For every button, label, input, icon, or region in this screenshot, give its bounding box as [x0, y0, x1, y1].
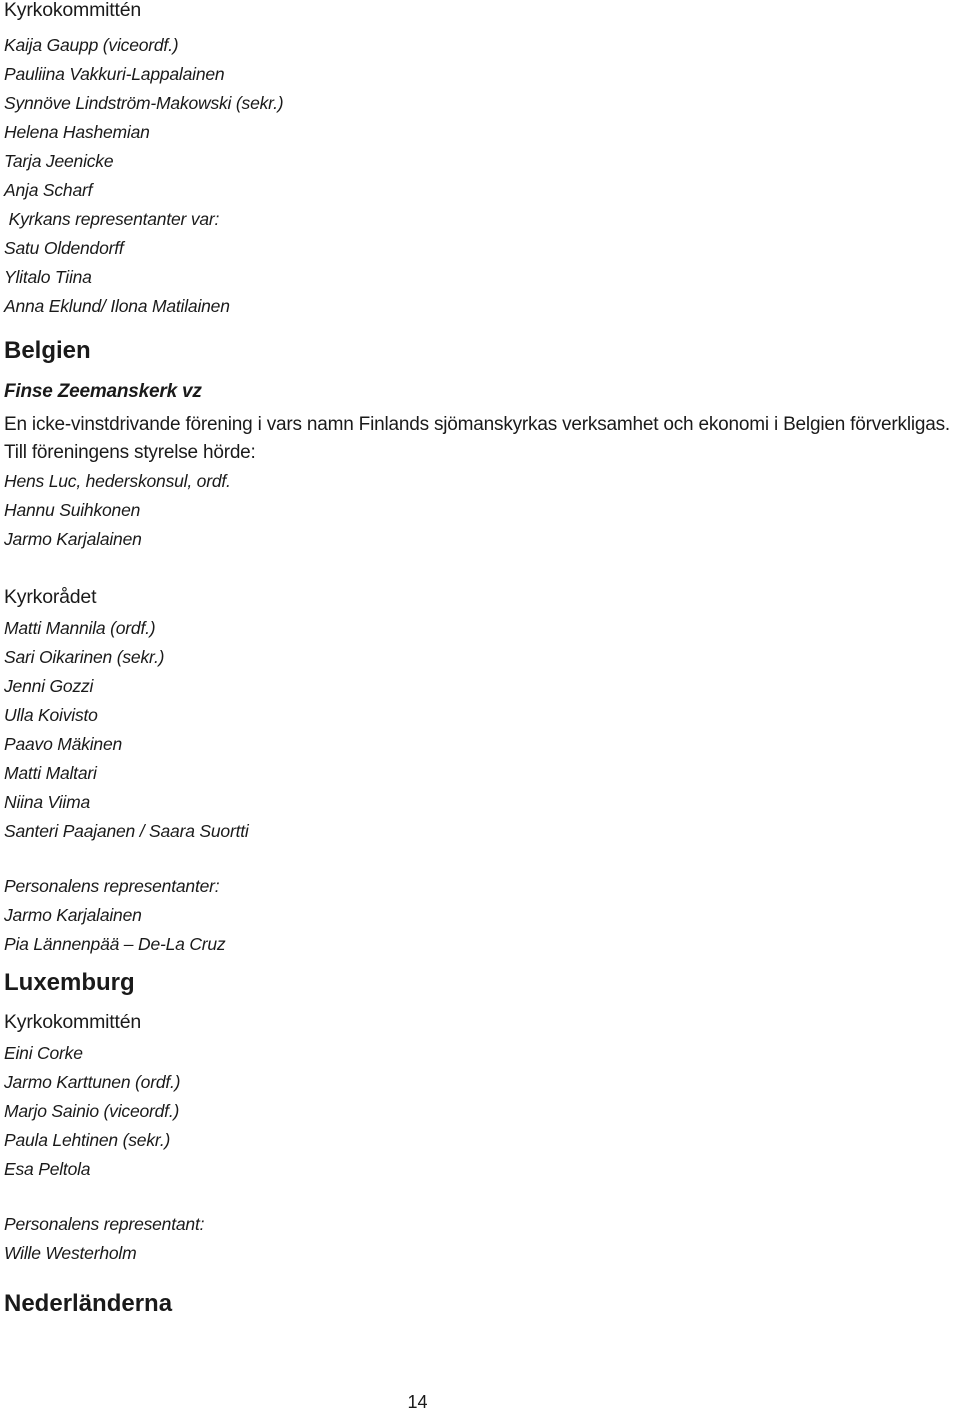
committee-member: Jarmo Karttunen (ordf.)	[4, 1072, 181, 1092]
representatives-label: Kyrkans representanter var:	[4, 209, 220, 229]
country-heading-nederlanderna: Nederländerna	[4, 1290, 173, 1317]
member-line: Helena Hashemian	[4, 122, 150, 142]
board-member: Jarmo Karjalainen	[4, 529, 142, 549]
member-line: Pauliina Vakkuri-Lappalainen	[4, 64, 225, 84]
committee-member: Paula Lehtinen (sekr.)	[4, 1130, 171, 1150]
council-member: Paavo Mäkinen	[4, 734, 123, 754]
committee-member: Marjo Sainio (viceordf.)	[4, 1101, 180, 1121]
country-heading-belgien: Belgien	[4, 337, 91, 364]
spacer	[4, 1184, 960, 1210]
council-member: Santeri Paajanen / Saara Suortti	[4, 821, 249, 841]
council-member: Matti Mannila (ordf.)	[4, 618, 156, 638]
member-line: Tarja Jeenicke	[4, 151, 114, 171]
council-member: Ulla Koivisto	[4, 705, 98, 725]
document-page	[4, 0, 960, 1326]
committee-member: Eini Corke	[4, 1043, 83, 1063]
staff-representatives-label: Personalens representanter:	[4, 876, 220, 896]
section-heading-kyrkokommitten-lux: Kyrkokommittén	[4, 1011, 141, 1033]
council-member: Matti Maltari	[4, 763, 97, 783]
member-line: Kaija Gaupp (viceordf.)	[4, 35, 179, 55]
board-member: Hannu Suihkonen	[4, 500, 141, 520]
staff-member: Wille Westerholm	[4, 1243, 137, 1263]
board-lead-text: Till föreningens styrelse hörde:	[4, 442, 256, 463]
member-line: Anja Scharf	[4, 180, 93, 200]
section-heading-kyrkoradet: Kyrkorådet	[4, 586, 97, 608]
country-heading-luxemburg: Luxemburg	[4, 969, 135, 996]
page-number: 14	[407, 1392, 428, 1412]
staff-representative-label: Personalens representant:	[4, 1214, 205, 1234]
staff-member: Pia Lännenpää – De-La Cruz	[4, 934, 226, 954]
member-line: Synnöve Lindström-Makowski (sekr.)	[4, 93, 284, 113]
council-member: Niina Viima	[4, 792, 90, 812]
council-member: Jenni Gozzi	[4, 676, 94, 696]
spacer	[4, 554, 960, 580]
organization-name: Finse Zeemanskerk vz	[4, 381, 202, 402]
member-line: Ylitalo Tiina	[4, 267, 92, 287]
organization-description: En icke-vinstdrivande förening i vars namn Finlands sjömanskyrkas verksamhet och ekonomi i Belgien förverkligas.	[4, 414, 950, 435]
member-line: Satu Oldendorff	[4, 238, 124, 258]
staff-member: Jarmo Karjalainen	[4, 905, 142, 925]
board-member: Hens Luc, hederskonsul, ordf.	[4, 471, 231, 491]
section-heading-kyrkokommitten: Kyrkokommittén	[4, 0, 141, 21]
spacer	[4, 846, 960, 872]
council-member: Sari Oikarinen (sekr.)	[4, 647, 165, 667]
committee-member: Esa Peltola	[4, 1159, 91, 1179]
member-line: Anna Eklund/ Ilona Matilainen	[4, 296, 230, 316]
